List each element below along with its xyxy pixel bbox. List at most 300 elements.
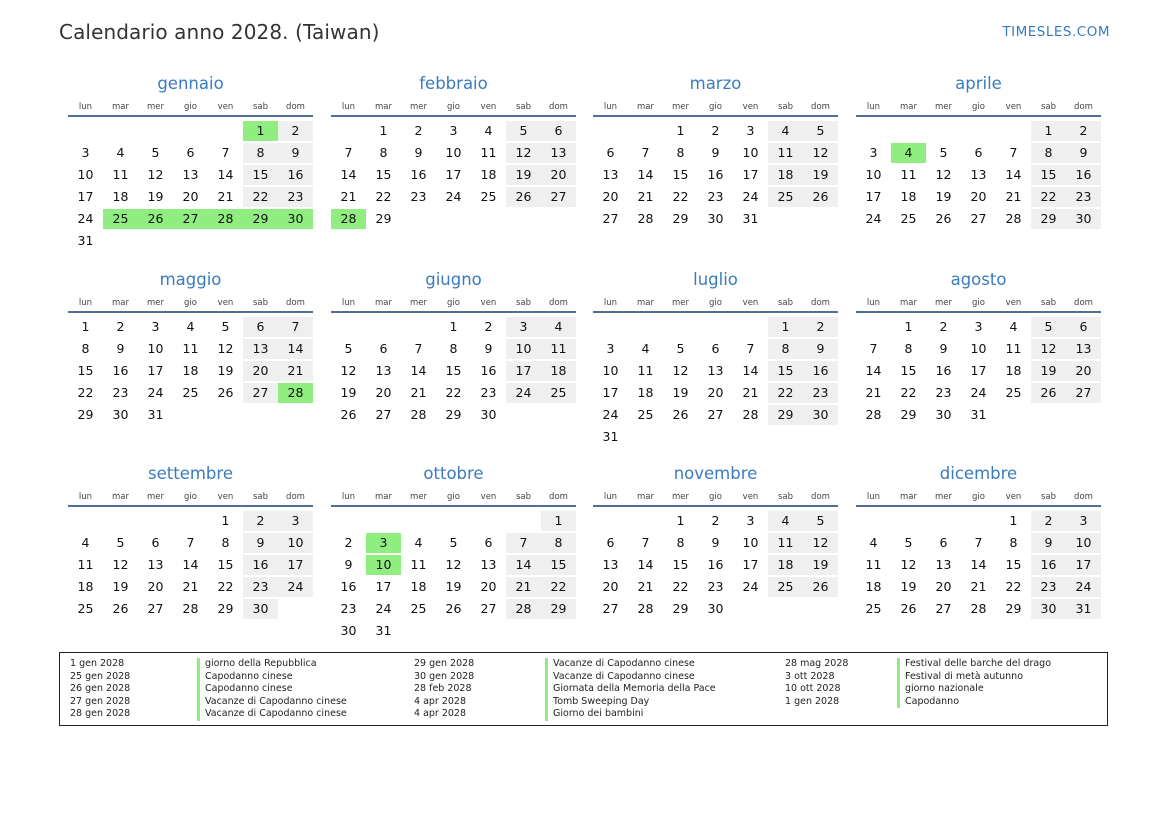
- weekday-label: mer: [409, 102, 427, 112]
- week-row: [856, 317, 1101, 339]
- legend-holiday-name: Vacanze di Capodanno cinese: [545, 671, 716, 684]
- weekday-label: ven: [1005, 492, 1022, 502]
- weekday-label: gio: [709, 102, 722, 112]
- day-cell: 17: [375, 579, 392, 594]
- day-cell: 4: [641, 341, 650, 356]
- empty-day-cell: [401, 511, 436, 531]
- weekday-label: mar: [112, 298, 129, 308]
- day-cell: 26: [340, 407, 357, 422]
- month-settembre: [68, 464, 313, 621]
- day-cell: 8: [221, 535, 230, 550]
- empty-day-cell: [506, 511, 541, 531]
- weekend-day-cell: 23: [1066, 187, 1101, 207]
- day-cell: 3: [869, 145, 878, 160]
- week-row: [68, 383, 313, 405]
- day-cell: 27: [147, 601, 164, 616]
- day-cell: 31: [147, 407, 164, 422]
- weekend-day-cell: 24: [278, 577, 313, 597]
- day-cell: 9: [344, 557, 353, 572]
- legend-date: 10 ott 2028: [785, 683, 841, 694]
- week-row: [331, 555, 576, 577]
- day-cell: 10: [77, 167, 94, 182]
- weekend-day-cell: 10: [278, 533, 313, 553]
- day-cell: 29: [375, 211, 392, 226]
- week-row: [68, 577, 313, 599]
- day-cell: 5: [344, 341, 353, 356]
- weekday-header: [593, 490, 838, 507]
- weekend-day-cell: 20: [541, 165, 576, 185]
- empty-day-cell: [856, 511, 891, 531]
- day-cell: 24: [147, 385, 164, 400]
- day-cell: 1: [676, 513, 685, 528]
- day-cell: 8: [379, 145, 388, 160]
- day-cell: 15: [375, 167, 392, 182]
- weekend-day-cell: 10: [1066, 533, 1101, 553]
- week-row: [68, 143, 313, 165]
- day-cell: 19: [217, 363, 234, 378]
- empty-day-cell: [1031, 405, 1066, 425]
- weekday-label: dom: [549, 102, 568, 112]
- weekday-label: sab: [1040, 492, 1057, 502]
- day-cell: 5: [151, 145, 160, 160]
- week-row: [331, 383, 576, 405]
- month-marzo: [593, 74, 838, 231]
- day-cell: 6: [939, 535, 948, 550]
- week-row: [593, 187, 838, 209]
- day-cell: 3: [974, 319, 983, 334]
- day-cell: 21: [1005, 189, 1022, 204]
- week-row: [856, 121, 1101, 143]
- day-cell: 13: [480, 557, 497, 572]
- day-cell: 13: [375, 363, 392, 378]
- week-row: [593, 511, 838, 533]
- day-cell: 4: [116, 145, 125, 160]
- weekend-day-cell: 4: [541, 317, 576, 337]
- week-row: [856, 511, 1101, 533]
- day-cell: 11: [182, 341, 199, 356]
- weekend-day-cell: 6: [1066, 317, 1101, 337]
- month-giugno: [331, 270, 576, 427]
- day-cell: 1: [379, 123, 388, 138]
- day-cell: 21: [742, 385, 759, 400]
- weekend-day-cell: 11: [768, 533, 803, 553]
- month-febbraio: [331, 74, 576, 231]
- day-cell: 3: [746, 123, 755, 138]
- day-cell: 13: [147, 557, 164, 572]
- day-cell: 4: [484, 123, 493, 138]
- weekend-day-cell: 13: [541, 143, 576, 163]
- day-cell: 1: [676, 123, 685, 138]
- day-cell: 28: [637, 211, 654, 226]
- empty-day-cell: [768, 209, 803, 229]
- holiday-day-cell: 30: [278, 209, 313, 229]
- weekday-label: lun: [866, 492, 881, 502]
- day-cell: 24: [375, 601, 392, 616]
- day-cell: 13: [707, 363, 724, 378]
- day-cell: 12: [672, 363, 689, 378]
- legend-name-column: [897, 658, 1051, 708]
- weekend-day-cell: 23: [1031, 577, 1066, 597]
- weekend-day-cell: 9: [1031, 533, 1066, 553]
- week-row: [331, 405, 576, 427]
- empty-day-cell: [278, 599, 313, 619]
- weekday-label: sab: [515, 298, 532, 308]
- day-cell: 31: [602, 429, 619, 444]
- day-cell: 9: [484, 341, 493, 356]
- empty-day-cell: [733, 599, 768, 619]
- day-cell: 27: [935, 601, 952, 616]
- weekend-day-cell: 27: [541, 187, 576, 207]
- weekday-label: mar: [900, 298, 917, 308]
- day-cell: 14: [865, 363, 882, 378]
- week-row: [593, 599, 838, 621]
- day-cell: 11: [480, 145, 497, 160]
- empty-day-cell: [768, 427, 803, 447]
- weekend-day-cell: 25: [768, 577, 803, 597]
- day-cell: 19: [147, 189, 164, 204]
- holiday-day-cell: 3: [366, 533, 401, 553]
- holiday-day-cell: 4: [891, 143, 926, 163]
- weekend-day-cell: 19: [506, 165, 541, 185]
- weekend-day-cell: 2: [803, 317, 838, 337]
- weekend-day-cell: 2: [1066, 121, 1101, 141]
- empty-day-cell: [103, 121, 138, 141]
- day-cell: 12: [217, 341, 234, 356]
- weekday-label: mar: [375, 102, 392, 112]
- holiday-day-cell: 29: [243, 209, 278, 229]
- weekday-label: ven: [742, 298, 759, 308]
- weekend-day-cell: 7: [278, 317, 313, 337]
- day-cell: 2: [344, 535, 353, 550]
- day-cell: 16: [480, 363, 497, 378]
- day-cell: 17: [445, 167, 462, 182]
- weekend-day-cell: 12: [803, 143, 838, 163]
- week-row: [593, 339, 838, 361]
- day-cell: 7: [641, 535, 650, 550]
- day-cell: 18: [480, 167, 497, 182]
- day-cell: 25: [480, 189, 497, 204]
- day-cell: 14: [182, 557, 199, 572]
- week-row: [593, 121, 838, 143]
- day-cell: 27: [602, 601, 619, 616]
- holiday-day-cell: 27: [173, 209, 208, 229]
- weekend-day-cell: 12: [803, 533, 838, 553]
- week-row: [856, 383, 1101, 405]
- weekend-day-cell: 18: [541, 361, 576, 381]
- empty-day-cell: [471, 621, 506, 641]
- holiday-day-cell: 10: [366, 555, 401, 575]
- weekday-label: dom: [286, 492, 305, 502]
- week-row: [68, 599, 313, 621]
- weekend-day-cell: 8: [541, 533, 576, 553]
- day-cell: 12: [112, 557, 129, 572]
- week-row: [331, 361, 576, 383]
- weekend-day-cell: 14: [278, 339, 313, 359]
- day-cell: 6: [484, 535, 493, 550]
- week-row: [68, 165, 313, 187]
- week-row: [856, 187, 1101, 209]
- legend-name-column: [545, 658, 716, 721]
- weekend-day-cell: 30: [803, 405, 838, 425]
- legend-date: 28 mag 2028: [785, 658, 849, 669]
- day-cell: 13: [182, 167, 199, 182]
- empty-day-cell: [593, 511, 628, 531]
- day-cell: 29: [217, 601, 234, 616]
- day-cell: 19: [900, 579, 917, 594]
- day-cell: 24: [970, 385, 987, 400]
- weekday-label: ven: [1005, 102, 1022, 112]
- weekday-label: gio: [709, 298, 722, 308]
- day-cell: 20: [707, 385, 724, 400]
- day-cell: 15: [672, 557, 689, 572]
- day-cell: 8: [449, 341, 458, 356]
- empty-day-cell: [208, 405, 243, 425]
- weekday-label: sab: [515, 102, 532, 112]
- weekday-label: dom: [286, 298, 305, 308]
- weekend-day-cell: 21: [278, 361, 313, 381]
- day-cell: 3: [449, 123, 458, 138]
- day-cell: 12: [445, 557, 462, 572]
- day-cell: 4: [186, 319, 195, 334]
- empty-day-cell: [856, 121, 891, 141]
- legend-date-column: [414, 658, 474, 721]
- weekday-label: lun: [78, 102, 93, 112]
- weekday-label: sab: [1040, 298, 1057, 308]
- day-cell: 7: [974, 535, 983, 550]
- empty-day-cell: [173, 231, 208, 251]
- day-cell: 13: [970, 167, 987, 182]
- legend-date: 27 gen 2028: [70, 695, 131, 707]
- weekend-day-cell: 16: [243, 555, 278, 575]
- week-row: [331, 209, 576, 231]
- weekend-day-cell: 9: [1066, 143, 1101, 163]
- empty-day-cell: [471, 511, 506, 531]
- legend-holiday-name: Festival delle barche del drago: [897, 658, 1051, 671]
- weekday-label: gio: [184, 102, 197, 112]
- weekday-label: sab: [515, 492, 532, 502]
- day-cell: 26: [112, 601, 129, 616]
- empty-day-cell: [996, 121, 1031, 141]
- day-cell: 2: [414, 123, 423, 138]
- weekend-day-cell: 9: [243, 533, 278, 553]
- day-cell: 11: [865, 557, 882, 572]
- day-cell: 22: [672, 189, 689, 204]
- day-cell: 13: [602, 167, 619, 182]
- legend-date: 25 gen 2028: [70, 670, 131, 682]
- week-row: [68, 405, 313, 427]
- weekday-label: sab: [777, 102, 794, 112]
- weekend-day-cell: 16: [278, 165, 313, 185]
- empty-day-cell: [961, 121, 996, 141]
- day-cell: 17: [742, 557, 759, 572]
- day-cell: 5: [676, 341, 685, 356]
- day-cell: 23: [340, 601, 357, 616]
- day-cell: 5: [449, 535, 458, 550]
- legend-date: 30 gen 2028: [414, 670, 475, 682]
- day-cell: 23: [707, 579, 724, 594]
- legend-date: 3 ott 2028: [785, 670, 835, 682]
- empty-day-cell: [926, 511, 961, 531]
- weekday-label: ven: [217, 492, 234, 502]
- empty-day-cell: [698, 427, 733, 447]
- day-cell: 5: [221, 319, 230, 334]
- empty-day-cell: [366, 511, 401, 531]
- empty-day-cell: [331, 317, 366, 337]
- day-cell: 21: [637, 579, 654, 594]
- day-cell: 24: [865, 211, 882, 226]
- day-cell: 7: [1009, 145, 1018, 160]
- weekday-label: dom: [549, 492, 568, 502]
- weekend-day-cell: 14: [506, 555, 541, 575]
- weekend-day-cell: 26: [803, 187, 838, 207]
- weekend-day-cell: 3: [506, 317, 541, 337]
- week-row: [856, 599, 1101, 621]
- weekday-label: mar: [637, 492, 654, 502]
- weekday-label: lun: [603, 298, 618, 308]
- day-cell: 22: [217, 579, 234, 594]
- day-cell: 26: [672, 407, 689, 422]
- day-cell: 14: [742, 363, 759, 378]
- weekday-label: lun: [341, 298, 356, 308]
- weekend-day-cell: 1: [541, 511, 576, 531]
- empty-day-cell: [506, 405, 541, 425]
- empty-day-cell: [803, 599, 838, 619]
- week-row: [331, 143, 576, 165]
- month-gennaio: [68, 74, 313, 253]
- empty-day-cell: [996, 405, 1031, 425]
- month-name: novembre: [673, 464, 758, 483]
- week-row: [68, 231, 313, 253]
- day-cell: 12: [935, 167, 952, 182]
- day-cell: 15: [217, 557, 234, 572]
- weekday-header: [593, 100, 838, 117]
- day-cell: 12: [147, 167, 164, 182]
- weekday-label: mer: [934, 298, 952, 308]
- day-cell: 23: [707, 189, 724, 204]
- holiday-day-cell: 28: [331, 209, 366, 229]
- weekend-day-cell: 22: [1031, 187, 1066, 207]
- day-cell: 7: [221, 145, 230, 160]
- weekend-day-cell: 2: [243, 511, 278, 531]
- day-cell: 6: [711, 341, 720, 356]
- weekday-label: mer: [934, 102, 952, 112]
- empty-day-cell: [208, 121, 243, 141]
- day-cell: 5: [116, 535, 125, 550]
- weekend-day-cell: 6: [243, 317, 278, 337]
- month-name: dicembre: [939, 464, 1018, 483]
- legend-holiday-name: Tomb Sweeping Day: [545, 696, 716, 709]
- weekday-label: lun: [866, 298, 881, 308]
- day-cell: 28: [182, 601, 199, 616]
- empty-day-cell: [506, 209, 541, 229]
- day-cell: 26: [900, 601, 917, 616]
- day-cell: 21: [970, 579, 987, 594]
- weekend-day-cell: 30: [1031, 599, 1066, 619]
- day-cell: 30: [480, 407, 497, 422]
- day-cell: 18: [112, 189, 129, 204]
- day-cell: 27: [970, 211, 987, 226]
- day-cell: 27: [707, 407, 724, 422]
- weekday-label: mer: [409, 492, 427, 502]
- week-row: [68, 339, 313, 361]
- weekend-day-cell: 19: [1031, 361, 1066, 381]
- week-row: [68, 209, 313, 231]
- month-name: ottobre: [423, 464, 484, 483]
- weekday-label: lun: [866, 102, 881, 112]
- day-cell: 30: [340, 623, 357, 638]
- holiday-day-cell: 26: [138, 209, 173, 229]
- day-cell: 1: [1009, 513, 1018, 528]
- weekend-day-cell: 24: [1066, 577, 1101, 597]
- empty-day-cell: [436, 209, 471, 229]
- empty-day-cell: [593, 317, 628, 337]
- day-cell: 30: [707, 601, 724, 616]
- day-cell: 18: [77, 579, 94, 594]
- weekday-label: lun: [341, 492, 356, 502]
- weekend-day-cell: 30: [1066, 209, 1101, 229]
- day-cell: 28: [637, 601, 654, 616]
- day-cell: 7: [641, 145, 650, 160]
- weekday-label: gio: [447, 492, 460, 502]
- weekday-label: mar: [375, 492, 392, 502]
- month-name: febbraio: [419, 74, 488, 93]
- weekday-header: [68, 490, 313, 507]
- day-cell: 8: [81, 341, 90, 356]
- weekend-day-cell: 5: [803, 121, 838, 141]
- day-cell: 7: [869, 341, 878, 356]
- empty-day-cell: [961, 511, 996, 531]
- weekend-day-cell: 26: [803, 577, 838, 597]
- day-cell: 2: [711, 513, 720, 528]
- weekend-day-cell: 17: [506, 361, 541, 381]
- brand-link[interactable]: TIMESLES.COM: [1002, 24, 1110, 40]
- day-cell: 19: [340, 385, 357, 400]
- week-row: [331, 165, 576, 187]
- day-cell: 21: [410, 385, 427, 400]
- day-cell: 5: [904, 535, 913, 550]
- day-cell: 21: [217, 189, 234, 204]
- month-name: agosto: [950, 270, 1007, 289]
- weekday-label: mer: [671, 102, 689, 112]
- day-cell: 6: [186, 145, 195, 160]
- month-name: luglio: [693, 270, 738, 289]
- day-cell: 26: [935, 211, 952, 226]
- day-cell: 15: [1005, 557, 1022, 572]
- day-cell: 28: [410, 407, 427, 422]
- weekday-header: [331, 296, 576, 313]
- weekend-day-cell: 23: [803, 383, 838, 403]
- month-name: giugno: [425, 270, 482, 289]
- weekday-header: [331, 100, 576, 117]
- day-cell: 17: [147, 363, 164, 378]
- weekend-day-cell: 25: [541, 383, 576, 403]
- day-cell: 3: [151, 319, 160, 334]
- month-ottobre: [331, 464, 576, 643]
- weekend-day-cell: 25: [768, 187, 803, 207]
- empty-day-cell: [803, 427, 838, 447]
- day-cell: 30: [935, 407, 952, 422]
- day-cell: 27: [602, 211, 619, 226]
- week-row: [331, 533, 576, 555]
- weekday-label: ven: [742, 492, 759, 502]
- weekend-day-cell: 29: [1031, 209, 1066, 229]
- day-cell: 20: [182, 189, 199, 204]
- month-agosto: [856, 270, 1101, 427]
- day-cell: 21: [340, 189, 357, 204]
- day-cell: 8: [676, 535, 685, 550]
- weekend-day-cell: 26: [1031, 383, 1066, 403]
- day-cell: 28: [970, 601, 987, 616]
